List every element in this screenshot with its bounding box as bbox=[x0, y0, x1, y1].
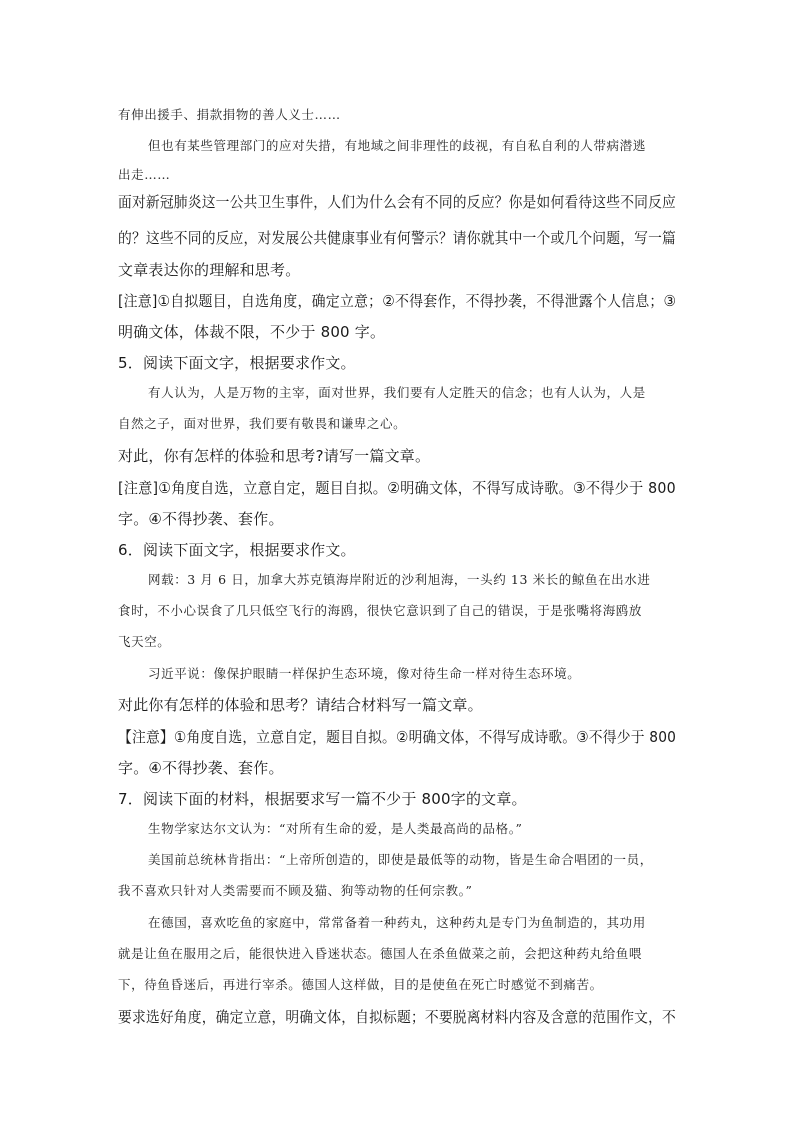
material-line: 习近平说：像保护眼睛一样保护生态环境，像对待生命一样对待生态环境。 bbox=[148, 666, 581, 681]
prompt-line: 文章表达你的理解和思考。 bbox=[118, 261, 301, 279]
question-heading: 7．阅读下面的材料，根据要求写一篇不少于 800字的文章。 bbox=[118, 790, 527, 808]
note-line: 【注意】①角度自选，立意自定，题目自拟。②明确文体，不得写成诗歌。③不得少于 800 bbox=[118, 728, 677, 746]
material-line: 我不喜欢只针对人类需要而不顾及猫、狗等动物的任何宗教。” bbox=[118, 883, 473, 898]
question-heading: 5．阅读下面文字，根据要求作文。 bbox=[118, 354, 356, 372]
material-line: 飞天空。 bbox=[118, 634, 171, 649]
material-line: 出走…… bbox=[118, 167, 171, 182]
material-line: 下，待鱼昏迷后，再进行宰杀。德国人这样做，目的是使鱼在死亡时感觉不到痛苦。 bbox=[118, 977, 603, 992]
prompt-line: 要求选好角度，确定立意，明确文体，自拟标题；不要脱离材料内容及含意的范围作文，不 bbox=[118, 1008, 677, 1026]
note-line: [注意]①角度自选，立意自定，题目自拟。②明确文体，不得写成诗歌。③不得少于 800 bbox=[118, 479, 676, 497]
material-line: 有人认为，人是万物的主宰，面对世界，我们要有人定胜天的信念；也有人认为，人是 bbox=[148, 385, 646, 400]
material-line: 有伸出援手、捐款捐物的善人义士…… bbox=[118, 107, 341, 122]
material-line: 就是让鱼在服用之后，能很快进入昏迷状态。德国人在杀鱼做菜之前，会把这种药丸给鱼喂 bbox=[118, 946, 643, 961]
note-line: 字。④不得抄袭、套作。 bbox=[118, 510, 284, 528]
material-line: 网载：3 月 6 日，加拿大苏克镇海岸附近的沙利旭海，一头约 13 米长的鲸鱼在出水进 bbox=[148, 572, 651, 587]
note-line: 明确文体，体裁不限，不少于 800 字。 bbox=[118, 323, 386, 341]
material-line: 食时，不小心误食了几只低空飞行的海鸥，很快它意识到了自己的错误，于是张嘴将海鸥放 bbox=[118, 603, 643, 618]
material-line: 在德国，喜欢吃鱼的家庭中，常常备着一种药丸，这种药丸是专门为鱼制造的，其功用 bbox=[148, 915, 646, 930]
prompt-line: 对此你有怎样的体验和思考？请结合材料写一篇文章。 bbox=[118, 696, 483, 714]
material-line: 生物学家达尔文认为：“对所有生命的爱，是人类最高尚的品格。” bbox=[148, 821, 523, 836]
prompt-line: 对此，你有怎样的体验和思考?请写一篇文章。 bbox=[118, 447, 431, 465]
note-line: [注意]①自拟题目，自选角度，确定立意；②不得套作，不得抄袭，不得泄露个人信息；③ bbox=[118, 292, 677, 310]
material-line: 自然之子，面对世界，我们要有敬畏和谦卑之心。 bbox=[118, 416, 407, 431]
material-line: 但也有某些管理部门的应对失措，有地域之间非理性的歧视，有自私自利的人带病潜逃 bbox=[148, 138, 646, 153]
prompt-line: 面对新冠肺炎这一公共卫生事件，人们为什么会有不同的反应？你是如何看待这些不同反应 bbox=[118, 193, 677, 211]
note-line: 字。④不得抄袭、套作。 bbox=[118, 759, 284, 777]
prompt-line: 的？这些不同的反应，对发展公共健康事业有何警示？请你就其中一个或几个问题，写一篇 bbox=[118, 229, 677, 247]
question-heading: 6．阅读下面文字，根据要求作文。 bbox=[118, 541, 356, 559]
material-line: 美国前总统林肯指出：“上帝所创造的，即使是最低等的动物，皆是生命合唱团的一员， bbox=[148, 852, 653, 867]
